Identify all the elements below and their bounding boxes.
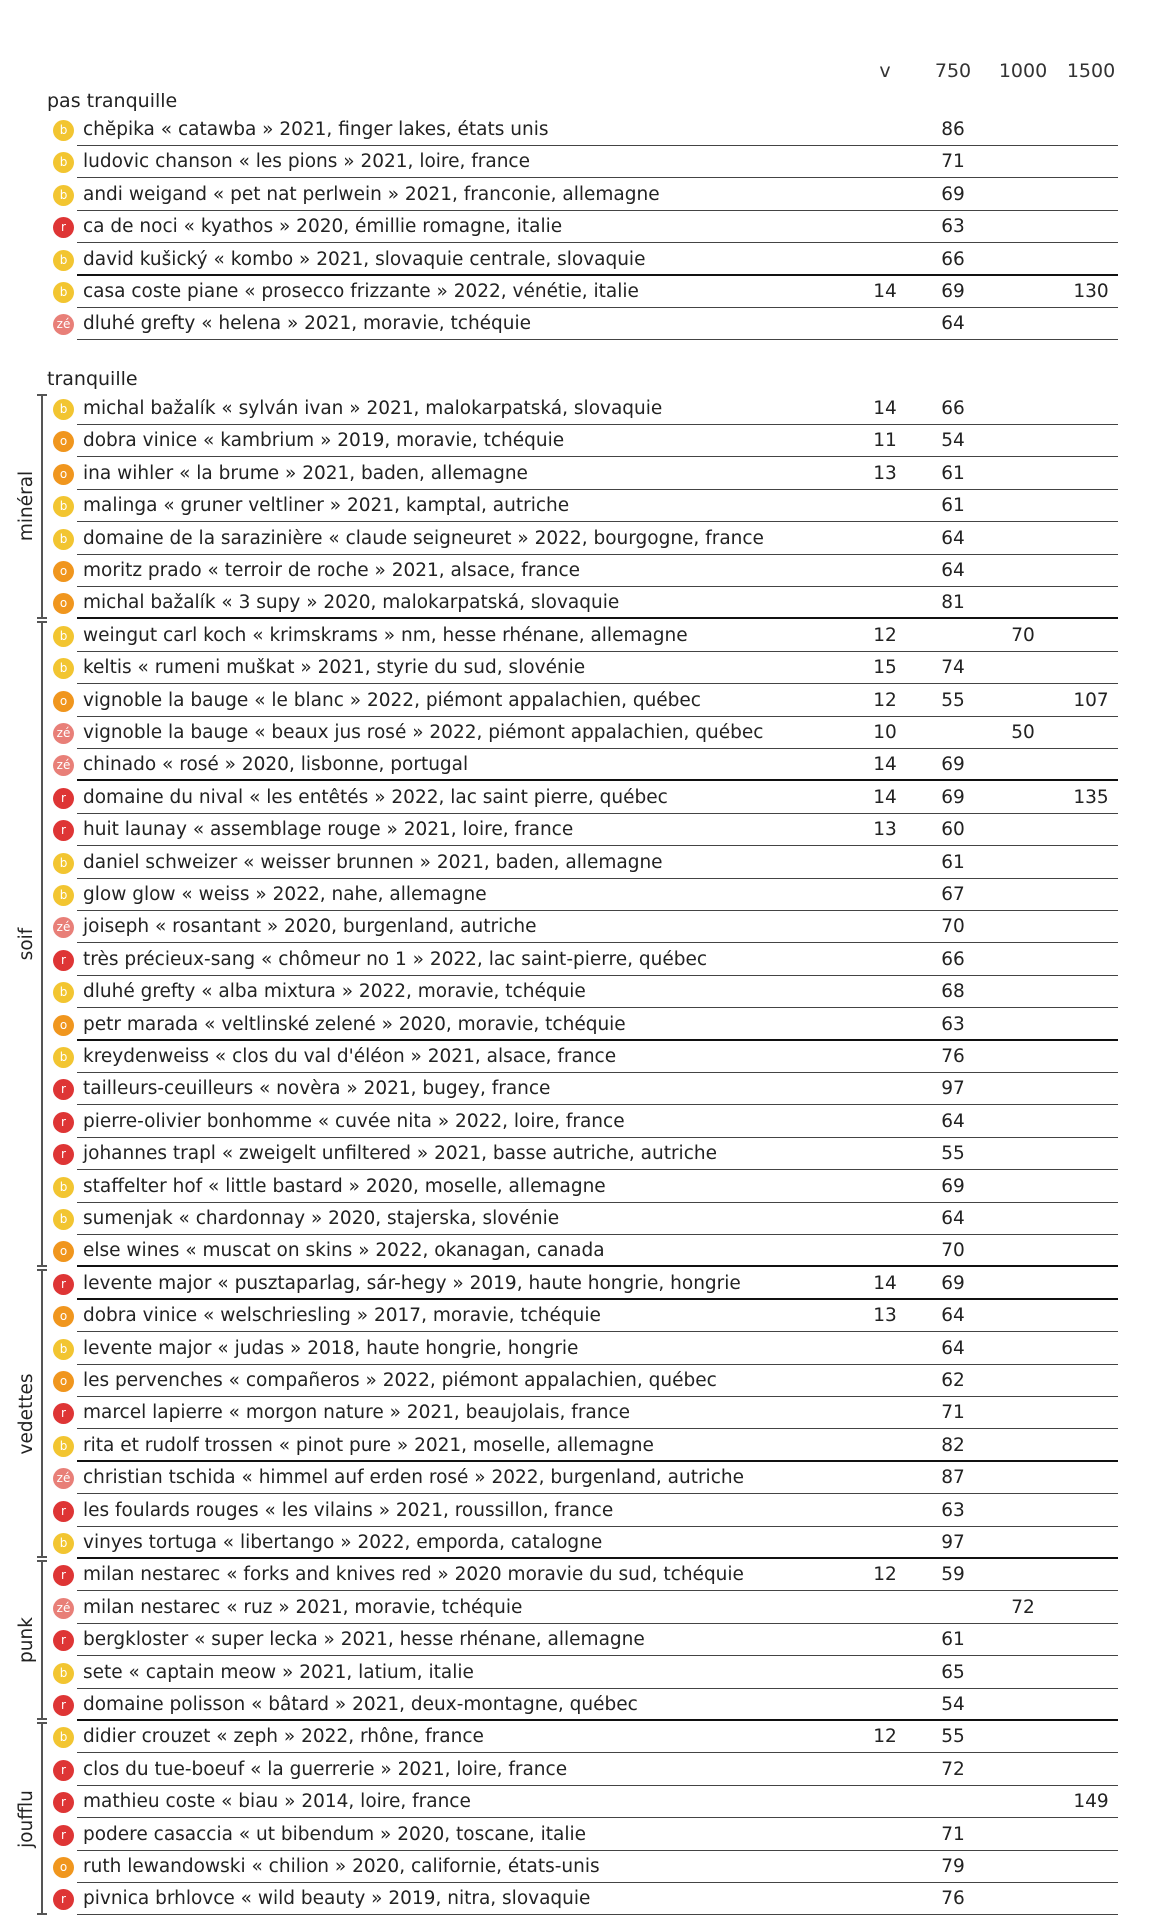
- wine-name: moritz prado « terroir de roche » 2021, alsace, france: [83, 560, 581, 581]
- wine-row: [50, 1786, 1118, 1818]
- column-header-1000: 1000: [998, 60, 1048, 82]
- wine-row: [50, 1138, 1118, 1170]
- wine-name: ludovic chanson « les pions » 2021, loire, france: [83, 151, 530, 173]
- wine-name: dobra vinice « welschriesling » 2017, moravie, tchéquie: [83, 1305, 601, 1327]
- price-c750: 61: [941, 462, 965, 484]
- wine-row: [50, 847, 1118, 879]
- price-c750: 62: [941, 1370, 965, 1391]
- price-c1000: 50: [1011, 722, 1035, 743]
- price-v: 14: [873, 281, 897, 302]
- wine-name: casa coste piane « prosecco frizzante » 2022, vénétie, italie: [83, 281, 639, 302]
- wine-type-badge: b: [53, 529, 74, 550]
- wine-row: [50, 1462, 1118, 1494]
- wine-row: [50, 1235, 1118, 1267]
- wine-row: [50, 1819, 1118, 1851]
- wine-name: andi weigand « pet nat perlwein » 2021, franconie, allemagne: [83, 183, 660, 205]
- wine-type-badge: r: [53, 1274, 74, 1295]
- group-bracket-tick: [37, 394, 47, 396]
- group-bracket-tick: [37, 1560, 47, 1562]
- wine-type-badge: b: [53, 250, 74, 271]
- wine-type-badge: b: [53, 496, 74, 517]
- section-title: tranquille: [47, 368, 138, 390]
- wine-row: [50, 244, 1118, 276]
- price-c1000: 70: [1011, 624, 1035, 646]
- wine-type-badge: r: [53, 1825, 74, 1846]
- group-bracket: [41, 1270, 43, 1558]
- wine-type-badge: b: [53, 1047, 74, 1068]
- price-c750: 63: [941, 216, 965, 238]
- wine-name: vignoble la bauge « beaux jus rosé » 2022, piémont appalachien, québec: [83, 722, 764, 743]
- price-c750: 66: [941, 948, 965, 970]
- wine-name: dobra vinice « kambrium » 2019, moravie, tchéquie: [83, 430, 565, 452]
- wine-row: [50, 114, 1118, 146]
- wine-name: huit launay « assemblage rouge » 2021, loire, france: [83, 819, 574, 841]
- wine-type-badge: o: [53, 561, 74, 582]
- wine-name: rita et rudolf trossen « pinot pure » 2021, moselle, allemagne: [83, 1434, 654, 1456]
- wine-name: vinyes tortuga « libertango » 2022, emporda, catalogne: [83, 1532, 603, 1553]
- wine-type-badge: r: [53, 1695, 74, 1716]
- price-c750: 70: [941, 916, 965, 938]
- price-c750: 54: [941, 1694, 965, 1715]
- wine-name: didier crouzet « zeph » 2022, rhône, france: [83, 1726, 484, 1748]
- wine-row: [50, 1397, 1118, 1429]
- wine-name: michal bažalík « sylván ivan » 2021, malokarpatská, slovaquie: [83, 398, 663, 419]
- wine-name: pivnica brhlovce « wild beauty » 2019, nitra, slovaquie: [83, 1888, 591, 1910]
- group-bracket: [41, 1723, 43, 1913]
- wine-name: johannes trapl « zweigelt unfiltered » 2021, basse autriche, autriche: [83, 1143, 717, 1165]
- price-c750: 64: [941, 560, 965, 581]
- wine-name: les foulards rouges « les vilains » 2021, roussillon, france: [83, 1499, 614, 1521]
- wine-type-badge: o: [53, 1306, 74, 1327]
- wine-row: [50, 717, 1118, 749]
- price-c750: 97: [941, 1532, 965, 1553]
- wine-name: chĕpika « catawba » 2021, finger lakes, états unis: [83, 119, 549, 140]
- price-c750: 64: [941, 527, 965, 549]
- wine-row: [50, 1171, 1118, 1203]
- wine-row: [50, 1883, 1118, 1915]
- price-c750: 61: [941, 495, 965, 517]
- wine-row: [50, 308, 1118, 340]
- wine-name: dluhé grefty « helena » 2021, moravie, tchéquie: [83, 313, 532, 335]
- wine-type-badge: b: [53, 1177, 74, 1198]
- wine-row: [50, 1365, 1118, 1397]
- wine-type-badge: r: [53, 950, 74, 971]
- wine-row: [50, 1851, 1118, 1883]
- wine-name: domaine polisson « bâtard » 2021, deux-montagne, québec: [83, 1694, 638, 1715]
- wine-type-badge: zé: [53, 1468, 74, 1489]
- price-v: 10: [873, 722, 897, 743]
- wine-type-badge: o: [53, 1241, 74, 1262]
- wine-row: [50, 393, 1118, 425]
- wine-type-badge: b: [53, 399, 74, 420]
- price-c750: 64: [941, 1110, 965, 1132]
- wine-row: [50, 685, 1118, 717]
- wine-row: [50, 749, 1118, 781]
- price-c750: 72: [941, 1758, 965, 1780]
- wine-name: keltis « rumeni muškat » 2021, styrie du sud, slovénie: [83, 657, 586, 679]
- wine-type-badge: r: [53, 1144, 74, 1165]
- price-c750: 60: [941, 819, 965, 841]
- wine-name: clos du tue-boeuf « la guerrerie » 2021, loire, france: [83, 1758, 568, 1780]
- wine-name: sumenjak « chardonnay » 2020, stajerska, slovénie: [83, 1208, 560, 1229]
- group-label: punk: [17, 1613, 37, 1667]
- wine-type-badge: b: [53, 1436, 74, 1457]
- wine-name: les pervenches « compañeros » 2022, piémont appalachien, québec: [83, 1370, 717, 1391]
- price-c1500: 135: [1073, 786, 1109, 808]
- price-v: 12: [873, 624, 897, 646]
- wine-row: [50, 782, 1118, 814]
- price-c750: 55: [941, 689, 965, 711]
- wine-type-badge: b: [53, 658, 74, 679]
- price-c750: 69: [941, 183, 965, 205]
- wine-name: levente major « pusztaparlag, sár-hegy » 2019, haute hongrie, hongrie: [83, 1272, 741, 1294]
- wine-type-badge: b: [53, 282, 74, 303]
- wine-type-badge: b: [53, 1339, 74, 1360]
- price-c1500: 130: [1073, 281, 1109, 302]
- wine-name: petr marada « veltlinské zelené » 2020, moravie, tchéquie: [83, 1013, 626, 1035]
- wine-type-badge: zé: [53, 1598, 74, 1619]
- wine-type-badge: r: [53, 1501, 74, 1522]
- wine-name: podere casaccia « ut bibendum » 2020, toscane, italie: [83, 1823, 587, 1845]
- wine-name: weingut carl koch « krimskrams » nm, hesse rhénane, allemagne: [83, 624, 688, 646]
- group-bracket-tick: [37, 1556, 47, 1558]
- wine-type-badge: b: [53, 1727, 74, 1748]
- price-v: 13: [873, 1305, 897, 1327]
- wine-type-badge: zé: [53, 917, 74, 938]
- wine-row: [50, 1041, 1118, 1073]
- wine-name: malinga « gruner veltliner » 2021, kamptal, autriche: [83, 495, 570, 517]
- price-v: 13: [873, 819, 897, 841]
- wine-name: ca de noci « kyathos » 2020, émillie romagne, italie: [83, 216, 563, 238]
- price-v: 13: [873, 462, 897, 484]
- wine-name: staffelter hof « little bastard » 2020, moselle, allemagne: [83, 1175, 606, 1197]
- wine-type-badge: r: [53, 1889, 74, 1910]
- wine-type-badge: o: [53, 464, 74, 485]
- wine-row: [50, 1559, 1118, 1591]
- wine-row: [50, 587, 1118, 619]
- price-c750: 63: [941, 1499, 965, 1521]
- wine-row: [50, 1268, 1118, 1300]
- price-c1500: 107: [1073, 689, 1109, 711]
- wine-name: marcel lapierre « morgon nature » 2021, beaujolais, france: [83, 1402, 631, 1424]
- wine-type-badge: b: [53, 1209, 74, 1230]
- wine-type-badge: r: [53, 1403, 74, 1424]
- wine-row: [50, 523, 1118, 555]
- row-divider: [77, 339, 1118, 340]
- wine-row: [50, 179, 1118, 211]
- price-c750: 61: [941, 851, 965, 873]
- group-bracket: [41, 1561, 43, 1719]
- price-c750: 65: [941, 1661, 965, 1683]
- wine-row: [50, 1527, 1118, 1559]
- wine-type-badge: b: [53, 853, 74, 874]
- wine-row: [50, 1300, 1118, 1332]
- wine-name: milan nestarec « forks and knives red » 2020 moravie du sud, tchéquie: [83, 1564, 744, 1586]
- wine-row: [50, 1689, 1118, 1721]
- price-c750: 64: [941, 1208, 965, 1229]
- group-bracket-tick: [37, 1269, 47, 1271]
- wine-row: [50, 1624, 1118, 1656]
- wine-row: [50, 1592, 1118, 1624]
- price-c750: 66: [941, 248, 965, 270]
- price-c750: 59: [941, 1564, 965, 1586]
- wine-name: vignoble la bauge « le blanc » 2022, piémont appalachien, québec: [83, 689, 701, 711]
- wine-row: [50, 911, 1118, 943]
- column-header-750: 750: [934, 60, 972, 82]
- price-c750: 87: [941, 1467, 965, 1489]
- wine-type-badge: r: [53, 1565, 74, 1586]
- price-c750: 64: [941, 1305, 965, 1327]
- wine-type-badge: r: [53, 1760, 74, 1781]
- wine-type-badge: b: [53, 1533, 74, 1554]
- price-c750: 55: [941, 1726, 965, 1748]
- wine-type-badge: zé: [53, 314, 74, 335]
- wine-type-badge: o: [53, 1015, 74, 1036]
- wine-row: [50, 1009, 1118, 1041]
- wine-type-badge: b: [53, 120, 74, 141]
- price-c750: 97: [941, 1078, 965, 1100]
- price-c750: 54: [941, 430, 965, 452]
- wine-type-badge: b: [53, 1663, 74, 1684]
- group-bracket-tick: [37, 1265, 47, 1267]
- price-c750: 67: [941, 884, 965, 905]
- price-c750: 69: [941, 786, 965, 808]
- price-v: 15: [873, 657, 897, 679]
- wine-row: [50, 146, 1118, 178]
- wine-row: [50, 555, 1118, 587]
- price-c1000: 72: [1011, 1596, 1035, 1618]
- wine-row: [50, 490, 1118, 522]
- wine-row: [50, 1106, 1118, 1138]
- wine-name: david kušický « kombo » 2021, slovaquie centrale, slovaquie: [83, 248, 646, 270]
- price-v: 14: [873, 754, 897, 776]
- wine-row: [50, 814, 1118, 846]
- price-c750: 69: [941, 281, 965, 302]
- price-c750: 70: [941, 1240, 965, 1262]
- price-c750: 71: [941, 1402, 965, 1424]
- group-label: minéral: [17, 467, 37, 545]
- wine-type-badge: zé: [53, 723, 74, 744]
- wine-type-badge: o: [53, 691, 74, 712]
- wine-name: mathieu coste « biau » 2014, loire, france: [83, 1791, 471, 1813]
- wine-name: glow glow « weiss » 2022, nahe, allemagne: [83, 884, 487, 905]
- wine-name: tailleurs-ceuilleurs « novèra » 2021, bugey, france: [83, 1078, 551, 1100]
- group-label: vedettes: [17, 1369, 37, 1458]
- wine-type-badge: b: [53, 626, 74, 647]
- wine-name: christian tschida « himmel auf erden rosé » 2022, burgenland, autriche: [83, 1467, 744, 1489]
- wine-row: [50, 1073, 1118, 1105]
- row-divider: [77, 1914, 1118, 1915]
- group-label: joufflu: [17, 1786, 37, 1852]
- price-c750: 74: [941, 657, 965, 679]
- wine-name: sete « captain meow » 2021, latium, italie: [83, 1661, 474, 1683]
- wine-name: ina wihler « la brume » 2021, baden, allemagne: [83, 462, 528, 484]
- price-v: 12: [873, 1726, 897, 1748]
- wine-row: [50, 1754, 1118, 1786]
- wine-type-badge: b: [53, 885, 74, 906]
- wine-row: [50, 1333, 1118, 1365]
- price-v: 14: [873, 786, 897, 808]
- price-c750: 86: [941, 119, 965, 140]
- wine-name: daniel schweizer « weisser brunnen » 2021, baden, allemagne: [83, 851, 663, 873]
- wine-type-badge: b: [53, 982, 74, 1003]
- wine-row: [50, 1430, 1118, 1462]
- group-bracket: [41, 622, 43, 1266]
- wine-row: [50, 620, 1118, 652]
- section-title: pas tranquille: [47, 90, 178, 112]
- price-c750: 64: [941, 313, 965, 335]
- wine-row: [50, 976, 1118, 1008]
- price-c750: 61: [941, 1629, 965, 1651]
- wine-type-badge: r: [53, 1630, 74, 1651]
- group-bracket-tick: [37, 1913, 47, 1915]
- wine-type-badge: b: [53, 152, 74, 173]
- price-c750: 69: [941, 1175, 965, 1197]
- wine-type-badge: o: [53, 1371, 74, 1392]
- wine-row: [50, 944, 1118, 976]
- group-bracket-tick: [37, 1718, 47, 1720]
- wine-name: pierre-olivier bonhomme « cuvée nita » 2022, loire, france: [83, 1110, 625, 1132]
- price-v: 11: [873, 430, 897, 452]
- wine-row: [50, 276, 1118, 308]
- wine-row: [50, 652, 1118, 684]
- wine-row: [50, 1657, 1118, 1689]
- wine-row: [50, 211, 1118, 243]
- wine-name: levente major « judas » 2018, haute hongrie, hongrie: [83, 1337, 579, 1359]
- price-c750: 64: [941, 1337, 965, 1359]
- wine-name: milan nestarec « ruz » 2021, moravie, tchéquie: [83, 1596, 523, 1618]
- column-header-v: v: [879, 60, 891, 82]
- wine-type-badge: r: [53, 217, 74, 238]
- price-c750: 76: [941, 1888, 965, 1910]
- price-c750: 71: [941, 1823, 965, 1845]
- wine-type-badge: zé: [53, 755, 74, 776]
- group-bracket-tick: [37, 1722, 47, 1724]
- wine-type-badge: r: [53, 1112, 74, 1133]
- price-v: 12: [873, 1564, 897, 1586]
- group-bracket-tick: [37, 621, 47, 623]
- wine-type-badge: r: [53, 1079, 74, 1100]
- wine-type-badge: r: [53, 788, 74, 809]
- wine-row: [50, 1495, 1118, 1527]
- price-c750: 71: [941, 151, 965, 173]
- wine-name: joiseph « rosantant » 2020, burgenland, autriche: [83, 916, 537, 938]
- group-label: soif: [17, 923, 37, 964]
- wine-name: kreydenweiss « clos du val d'éléon » 2021, alsace, france: [83, 1046, 617, 1067]
- wine-type-badge: b: [53, 185, 74, 206]
- price-v: 14: [873, 1272, 897, 1294]
- wine-name: chinado « rosé » 2020, lisbonne, portugal: [83, 754, 469, 776]
- price-c750: 66: [941, 398, 965, 419]
- wine-type-badge: o: [53, 431, 74, 452]
- wine-row: [50, 1721, 1118, 1753]
- wine-type-badge: r: [53, 1792, 74, 1813]
- group-bracket-tick: [37, 617, 47, 619]
- wine-row: [50, 1203, 1118, 1235]
- price-c750: 76: [941, 1046, 965, 1067]
- price-v: 14: [873, 398, 897, 419]
- price-c750: 68: [941, 981, 965, 1003]
- wine-name: bergkloster « super lecka » 2021, hesse rhénane, allemagne: [83, 1629, 645, 1651]
- wine-name: dluhé grefty « alba mixtura » 2022, moravie, tchéquie: [83, 981, 586, 1003]
- price-c750: 79: [941, 1856, 965, 1877]
- price-c750: 55: [941, 1143, 965, 1165]
- price-c750: 82: [941, 1434, 965, 1456]
- price-v: 12: [873, 689, 897, 711]
- wine-name: else wines « muscat on skins » 2022, okanagan, canada: [83, 1240, 605, 1262]
- wine-name: ruth lewandowski « chilion » 2020, californie, états-unis: [83, 1856, 600, 1877]
- price-c750: 69: [941, 1272, 965, 1294]
- wine-row: [50, 879, 1118, 911]
- wine-name: domaine de la sarazinière « claude seigneuret » 2022, bourgogne, france: [83, 527, 764, 549]
- wine-type-badge: r: [53, 820, 74, 841]
- wine-type-badge: o: [53, 1857, 74, 1878]
- wine-name: très précieux-sang « chômeur no 1 » 2022, lac saint-pierre, québec: [83, 948, 708, 970]
- wine-name: michal bažalík « 3 supy » 2020, malokarpatská, slovaquie: [83, 592, 620, 614]
- price-c750: 63: [941, 1013, 965, 1035]
- wine-row: [50, 458, 1118, 490]
- wine-type-badge: o: [53, 593, 74, 614]
- price-c1500: 149: [1073, 1791, 1109, 1813]
- wine-name: domaine du nival « les entêtés » 2022, lac saint pierre, québec: [83, 786, 668, 808]
- column-header-1500: 1500: [1066, 60, 1116, 82]
- group-bracket: [41, 395, 43, 618]
- wine-row: [50, 425, 1118, 457]
- price-c750: 81: [941, 592, 965, 614]
- price-c750: 69: [941, 754, 965, 776]
